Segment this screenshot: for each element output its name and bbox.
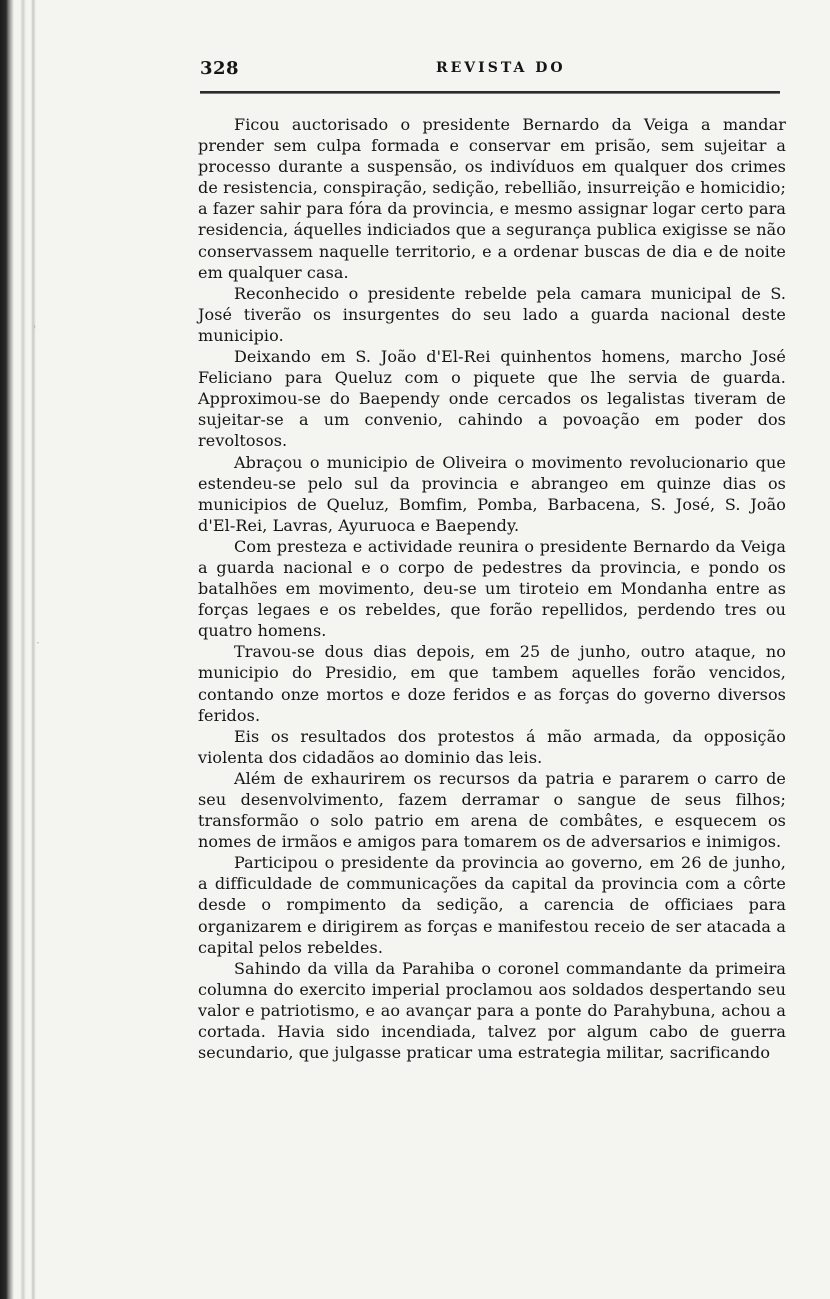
- paragraph: Participou o presidente da provincia ao governo, em 26 de junho, a difficuldade de communicações da capital da provincia com a côrte desde o rompimento da sedição, a carencia de officiaes para organizarem e dirigirem as forças e manifestou receio de ser atacada a capital pelos rebeldes.: [198, 853, 786, 957]
- margin-mark: ·: [36, 636, 40, 650]
- margin-mark: ': [33, 323, 37, 337]
- running-head: REVISTA DO: [436, 60, 566, 76]
- page-header: [200, 58, 780, 92]
- paragraph: Além de exhaurirem os recursos da patria e pararem o carro de seu desenvolvimento, fazem derramar o sangue de seus filhos; transformão o solo patrio em arena de combâtes, e esquecem os nomes de irmãos e amigos para tomarem os de adversarios e inimigos.: [198, 768, 786, 852]
- body-text: [198, 114, 786, 1063]
- paragraph: Abraçou o municipio de Oliveira o movimento revolucionario que estendeu-se pelo sul da provincia e abrangeo em quinze dias os municipios de Queluz, Bomfim, Pomba, Barbacena, S. José, S. João d'El-Rei, Lavras, Ayuruoca e Baependy.: [198, 452, 786, 535]
- page-number: 328: [200, 58, 240, 79]
- paragraph: Eis os resultados dos protestos á mão armada, da opposição violenta dos cidadãos ao dominio das leis.: [198, 726, 786, 767]
- paragraph: Deixando em S. João d'El-Rei quinhentos homens, marcho José Feliciano para Queluz com o piquete que lhe servia de guarda. Approximou-se do Baependy onde cercados os legalistas tiveram de sujeitar-se a um convenio, cahindo a povoação em poder dos revoltosos.: [198, 347, 786, 451]
- paragraph: Travou-se dous dias depois, em 25 de junho, outro ataque, no municipio do Presidio, em que tambem aquelles forão vencidos, contando onze mortos e doze feridos e as forças do governo diversos feridos.: [198, 642, 786, 725]
- header-rule: [200, 91, 780, 94]
- book-binding-shadow: [0, 0, 40, 1299]
- paragraph: Com presteza e actividade reunira o presidente Bernardo da Veiga a guarda nacional e o corpo de pedestres da provincia, e pondo os batalhões em movimento, deu-se um tiroteio em Mondanha entre as forças legaes e os rebeldes, que forão repellidos, perdendo tres ou quatro homens.: [198, 536, 786, 641]
- paragraph: Reconhecido o presidente rebelde pela camara municipal de S. José tiverão os insurgentes do seu lado a guarda nacional deste municipio.: [198, 283, 786, 345]
- paragraph: Ficou auctorisado o presidente Bernardo da Veiga a mandar prender sem culpa formada e conservar em prisão, sem sujeitar a processo durante a suspensão, os indivíduos em qualquer dos crimes de resistencia, conspiração, sedição, rebellião, insurreição e homicidio; a fazer sahir para fóra da provincia, e mesmo assignar logar certo para residencia, áquelles indiciados que a segurança publica exigisse se não conservassem naquelle territorio, e a ordenar buscas de dia e de noite em qualquer casa.: [198, 115, 786, 282]
- paragraph: Sahindo da villa da Parahiba o coronel commandante da primeira columna do exercito imperial proclamou aos soldados despertando seu valor e patriotismo, e ao avançar para a ponte do Parahybuna, achou a cortada. Havia sido incendiada, talvez por algum cabo de guerra secundario, que julgasse praticar uma estrategia militar, sacrificando: [198, 958, 786, 1063]
